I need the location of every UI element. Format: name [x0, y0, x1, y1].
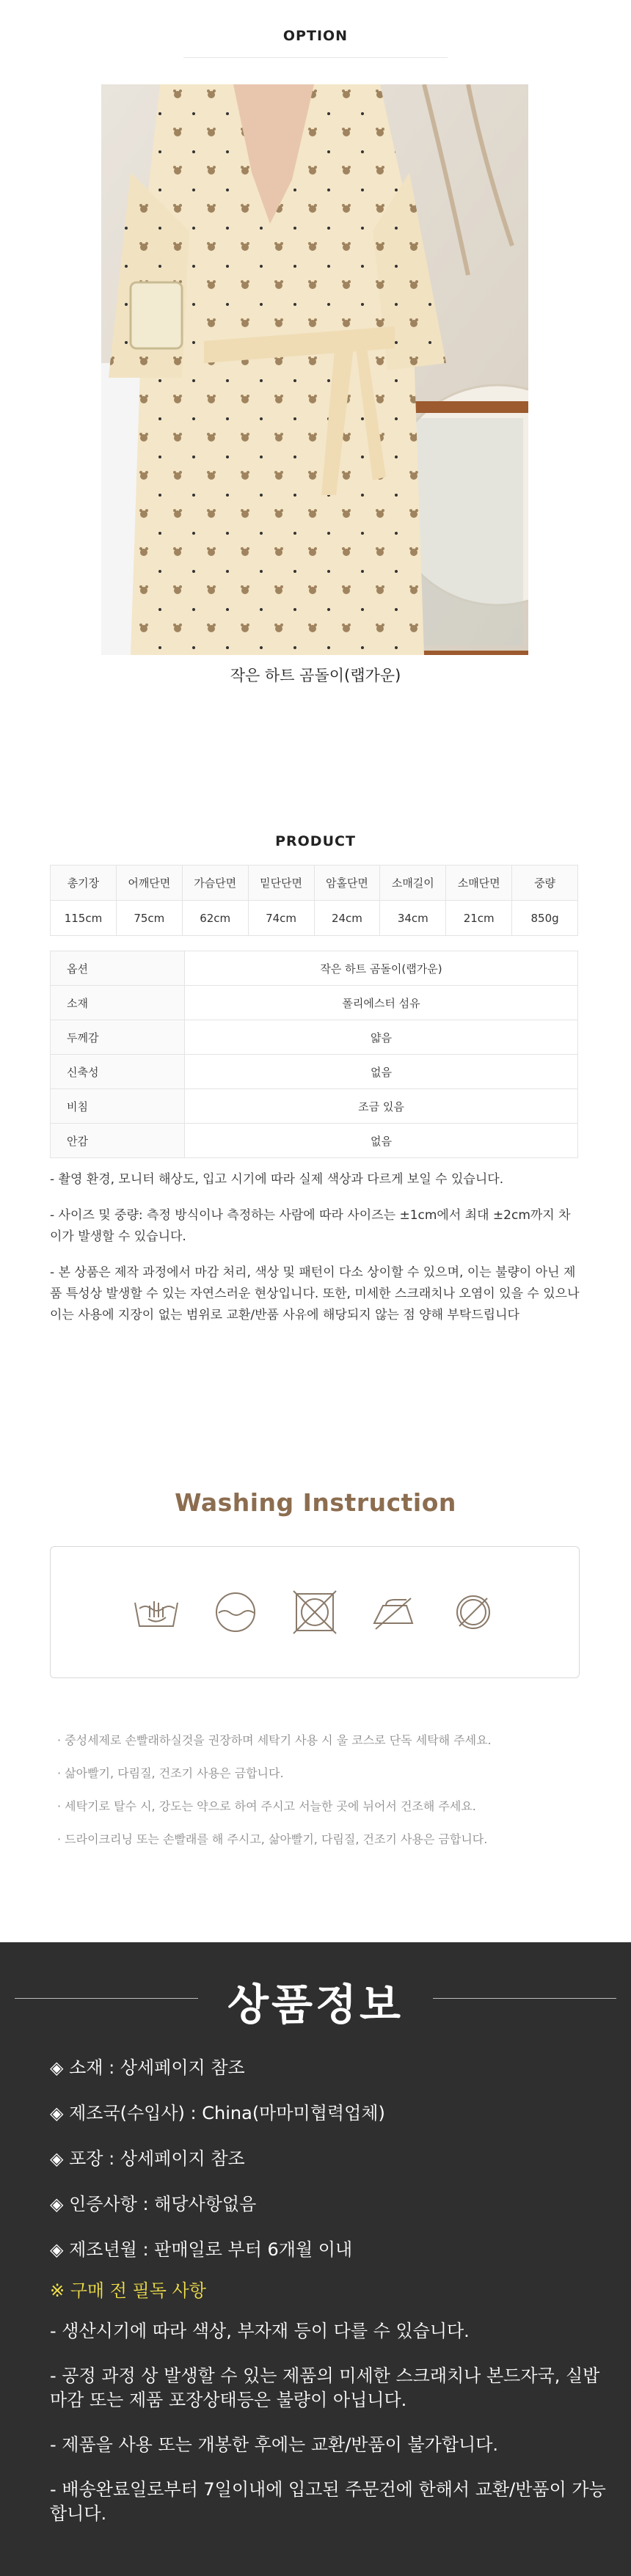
option-divider [183, 57, 448, 58]
product-notes [50, 1169, 581, 1341]
size-header: 가슴단면 [182, 866, 248, 901]
size-header: 밑단단면 [248, 866, 314, 901]
spec-value: 없음 [185, 1055, 578, 1089]
product-title: PRODUCT [275, 833, 356, 849]
spec-label: 두께감 [51, 1020, 185, 1055]
spec-label: 안감 [51, 1124, 185, 1158]
washing-note: · 드라이크리닝 또는 손빨래를 해 주시고, 삶아빨기, 다림질, 건조기 사용은 금합니다. [57, 1832, 488, 1846]
spec-value: 얇음 [185, 1020, 578, 1055]
washing-note: · 삶아빨기, 다림질, 건조기 사용은 금합니다. [57, 1766, 284, 1780]
info-notices [50, 2319, 608, 2547]
spec-label: 신축성 [51, 1055, 185, 1089]
info-item: ◈ 제조국(수입사) : China(마마미협력업체) [50, 2103, 385, 2123]
info-notice: - 공정 과정 상 발생할 수 있는 제품의 미세한 스크래치나 본드자국, 실밥 마감 또는 제품 포장상태등은 불량이 아닙니다. [50, 2365, 600, 2410]
info-list [50, 2054, 608, 2282]
spec-row [51, 1089, 578, 1124]
spec-value: 없음 [185, 1124, 578, 1158]
size-header: 소매길이 [380, 866, 446, 901]
spec-row [51, 951, 578, 986]
size-header: 암홀단면 [314, 866, 380, 901]
size-value-row [51, 901, 578, 936]
size-value: 21cm [446, 901, 512, 936]
washing-note: · 세탁기로 탈수 시, 강도는 약으로 하여 주시고 서늘한 곳에 뉘어서 건조해 주세요. [57, 1799, 476, 1813]
washing-notes [57, 1724, 586, 1856]
washing-note: · 중성세제로 손빨래하실것을 권장하며 세탁기 사용 시 울 코스로 단독 세탁해 주세요. [57, 1733, 492, 1747]
size-header-row [51, 866, 578, 901]
no-tumble-dry-icon [291, 1588, 339, 1636]
size-header: 어깨단면 [116, 866, 182, 901]
size-header: 소매단면 [446, 866, 512, 901]
spec-label: 옵션 [51, 951, 185, 986]
spec-row [51, 1055, 578, 1089]
size-value: 24cm [314, 901, 380, 936]
size-table [50, 865, 578, 936]
info-warning: ※ 구매 전 필독 사항 [50, 2280, 206, 2301]
spec-value: 작은 하트 곰돌이(랩가운) [185, 951, 578, 986]
spec-value: 조금 있음 [185, 1089, 578, 1124]
size-value: 74cm [248, 901, 314, 936]
size-value: 115cm [51, 901, 117, 936]
no-iron-icon [370, 1588, 418, 1636]
spec-value: 폴리에스터 섬유 [185, 986, 578, 1020]
info-notice: - 제품을 사용 또는 개봉한 후에는 교환/반품이 불가합니다. [50, 2434, 499, 2455]
size-header: 중량 [512, 866, 578, 901]
spec-label: 소재 [51, 986, 185, 1020]
info-title: 상품정보 [227, 1980, 404, 2030]
info-notice: - 생산시기에 따라 색상, 부자재 등이 다를 수 있습니다. [50, 2321, 470, 2341]
gentle-wash-icon [211, 1588, 260, 1636]
spec-label: 비침 [51, 1089, 185, 1124]
washing-title: Washing Instruction [175, 1488, 456, 1517]
size-value: 850g [512, 901, 578, 936]
product-photo [101, 84, 528, 655]
option-caption: 작은 하트 곰돌이(랩가운) [230, 667, 401, 684]
info-item: ◈ 소재 : 상세페이지 참조 [50, 2057, 245, 2078]
info-item: ◈ 포장 : 상세페이지 참조 [50, 2148, 245, 2169]
product-note: - 사이즈 및 중량: 측정 방식이나 측정하는 사람에 따라 사이즈는 ±1cm에서 최대 ±2cm까지 차이가 발생할 수 있습니다. [50, 1208, 571, 1244]
product-note: - 촬영 환경, 모니터 해상도, 입고 시기에 따라 실제 색상과 다르게 보일 수 있습니다. [50, 1172, 504, 1187]
washing-icons-box [50, 1546, 580, 1678]
spec-row [51, 1124, 578, 1158]
product-note: - 본 상품은 제작 과정에서 마감 처리, 색상 및 패턴이 다소 상이할 수 있으며, 이는 불량이 아닌 제품 특성상 발생할 수 있는 자연스러운 현상입니다. 또한, 미세한 스크래치나 오염이 있을 수 있으나 이는 사용에 지장이 없는 범위로 교환/반품 사유에 해당되지 않는 점 양해 부탁드립니다 [50, 1265, 580, 1322]
size-value: 34cm [380, 901, 446, 936]
info-notice: - 배송완료일로부터 7일이내에 입고된 주문건에 한해서 교환/반품이 가능합니다. [50, 2479, 606, 2524]
size-header: 총기장 [51, 866, 117, 901]
size-value: 75cm [116, 901, 182, 936]
hand-wash-icon [132, 1588, 180, 1636]
info-item: ◈ 제조년월 : 판매일로 부터 6개월 이내 [50, 2239, 353, 2260]
spec-row [51, 1020, 578, 1055]
size-value: 62cm [182, 901, 248, 936]
spec-table [50, 951, 578, 1158]
spec-row [51, 986, 578, 1020]
no-dry-clean-icon [449, 1588, 497, 1636]
info-item: ◈ 인증사항 : 해당사항없음 [50, 2194, 257, 2214]
product-info-section [0, 1942, 631, 2576]
option-title: OPTION [282, 28, 349, 44]
